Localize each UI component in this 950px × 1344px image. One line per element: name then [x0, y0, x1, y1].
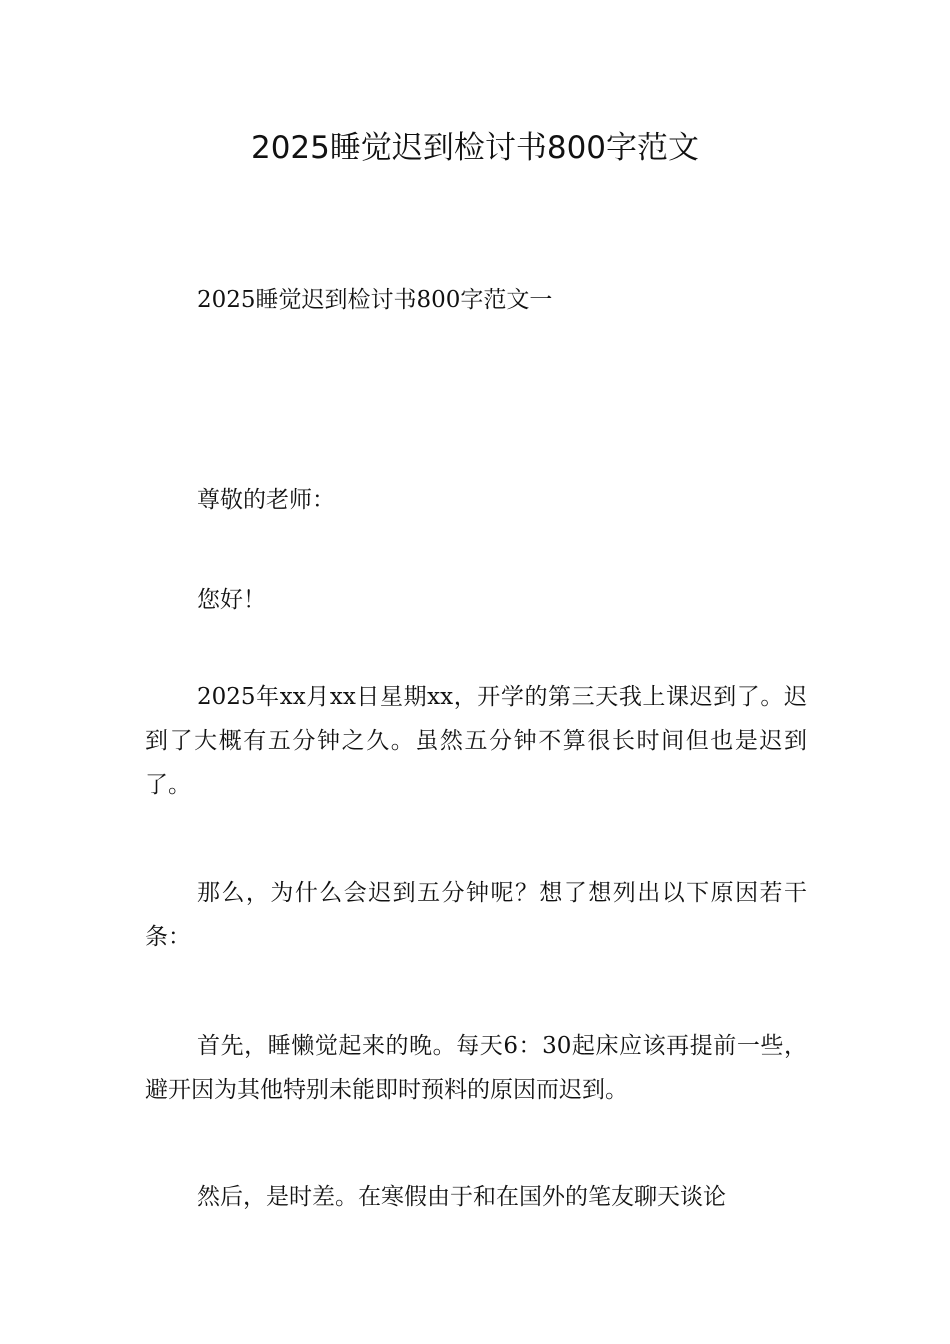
paragraph-body: 首先，睡懒觉起来的晚。每天6：30起床应该再提前一些，避开因为其他特别未能即时预料的原因而迟到。 — [145, 1033, 807, 1103]
page-title: 2025睡觉迟到检讨书800字范文 — [250, 130, 700, 166]
paragraph-salutation: 尊敬的老师： — [197, 487, 335, 513]
paragraph-body: 2025年xx月xx日星期xx，开学的第三天我上课迟到了。迟到了大概有五分钟之久。虽然五分钟不算很长时间但也是迟到了。 — [145, 684, 807, 798]
paragraph-body: 那么，为什么会迟到五分钟呢？想了想列出以下原因若干条： — [145, 880, 807, 950]
paragraph-body: 然后，是时差。在寒假由于和在国外的笔友聊天谈论 — [197, 1184, 726, 1210]
paragraph-greeting: 您好！ — [197, 587, 266, 613]
section-subtitle: 2025睡觉迟到检讨书800字范文一 — [197, 287, 553, 313]
